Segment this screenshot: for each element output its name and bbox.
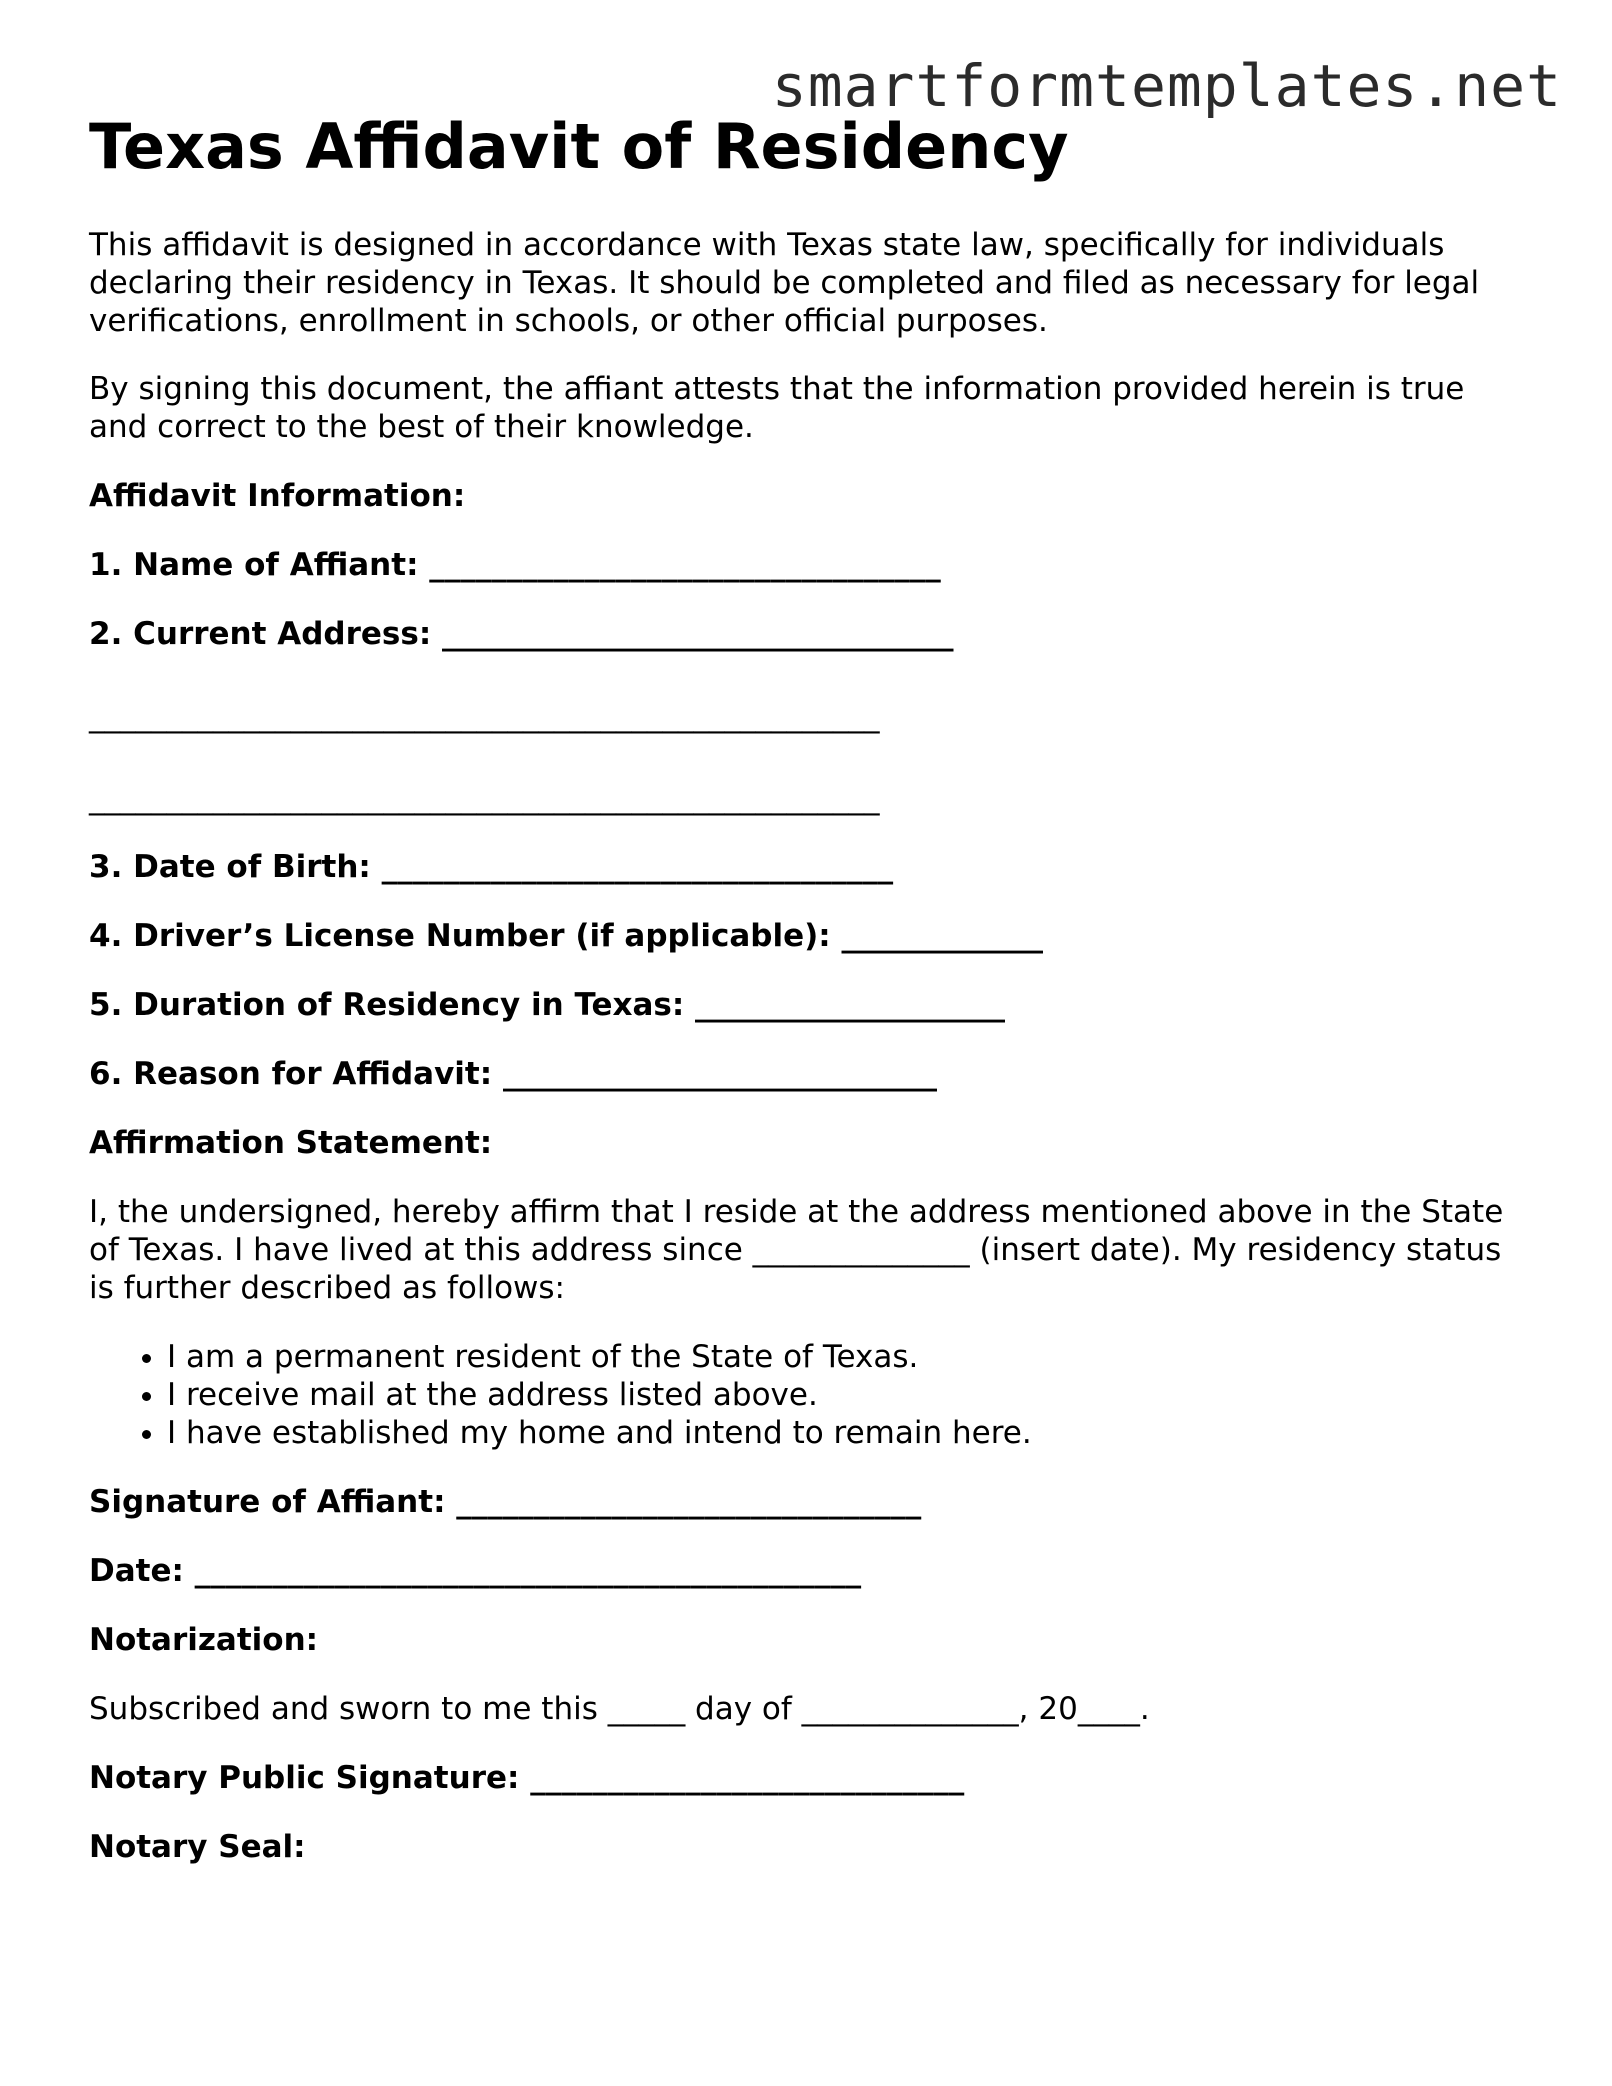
field-reason-for-affidavit[interactable]: 6. Reason for Affidavit: ____________________________ bbox=[89, 1056, 937, 1093]
field-date-of-birth[interactable]: 3. Date of Birth: _________________________________ bbox=[89, 849, 894, 886]
field-date[interactable]: Date: ___________________________________________ bbox=[89, 1553, 862, 1590]
field-address-line-3[interactable]: ___________________________________________________ bbox=[89, 780, 880, 817]
field-duration-of-residency[interactable]: 5. Duration of Residency in Texas: ____________________ bbox=[89, 987, 1006, 1024]
sworn-statement[interactable]: Subscribed and sworn to me this _____ day of ______________, 20____. bbox=[89, 1691, 1150, 1728]
field-address-line-2[interactable]: ___________________________________________________ bbox=[89, 698, 880, 735]
notarization-heading: Notarization: bbox=[89, 1622, 319, 1659]
intro-paragraph-2: By signing this document, the affiant attests that the information provided herein is true and correct to the best of their knowledge. bbox=[89, 371, 1465, 446]
affirmation-text: I, the undersigned, hereby affirm that I reside at the address mentioned above in the State of Texas. I have lived at this address since ______________ (insert date). My residency status is further described as follows: bbox=[89, 1194, 1504, 1307]
document-body bbox=[89, 110, 1529, 1866]
list-item: • I have established my home and intend to remain here. bbox=[167, 1414, 1529, 1452]
list-item: • I receive mail at the address listed above. bbox=[167, 1376, 1529, 1414]
field-name-of-affiant[interactable]: 1. Name of Affiant: _________________________________ bbox=[89, 547, 941, 584]
field-signature-of-affiant[interactable]: Signature of Affiant: ______________________________ bbox=[89, 1484, 922, 1521]
residency-status-list bbox=[89, 1338, 1529, 1452]
affirmation-heading: Affirmation Statement: bbox=[89, 1125, 493, 1162]
list-item: • I am a permanent resident of the State of Texas. bbox=[167, 1338, 1529, 1376]
field-notary-signature[interactable]: Notary Public Signature: ____________________________ bbox=[89, 1760, 965, 1797]
site-watermark: smartformtemplates.net bbox=[771, 52, 1562, 120]
field-drivers-license[interactable]: 4. Driver’s License Number (if applicable): _____________ bbox=[89, 918, 1043, 955]
affidavit-info-heading: Affidavit Information: bbox=[89, 478, 466, 515]
field-current-address[interactable]: 2. Current Address: _________________________________ bbox=[89, 616, 954, 653]
intro-paragraph-1: This affidavit is designed in accordance with Texas state law, specifically for individuals declaring their residency in Texas. It should be completed and filed as necessary for legal verifications, enrollment in schools, or other official purposes. bbox=[89, 227, 1480, 340]
notary-seal-label: Notary Seal: bbox=[89, 1829, 306, 1866]
document-title: Texas Affidavit of Residency bbox=[89, 110, 1069, 183]
